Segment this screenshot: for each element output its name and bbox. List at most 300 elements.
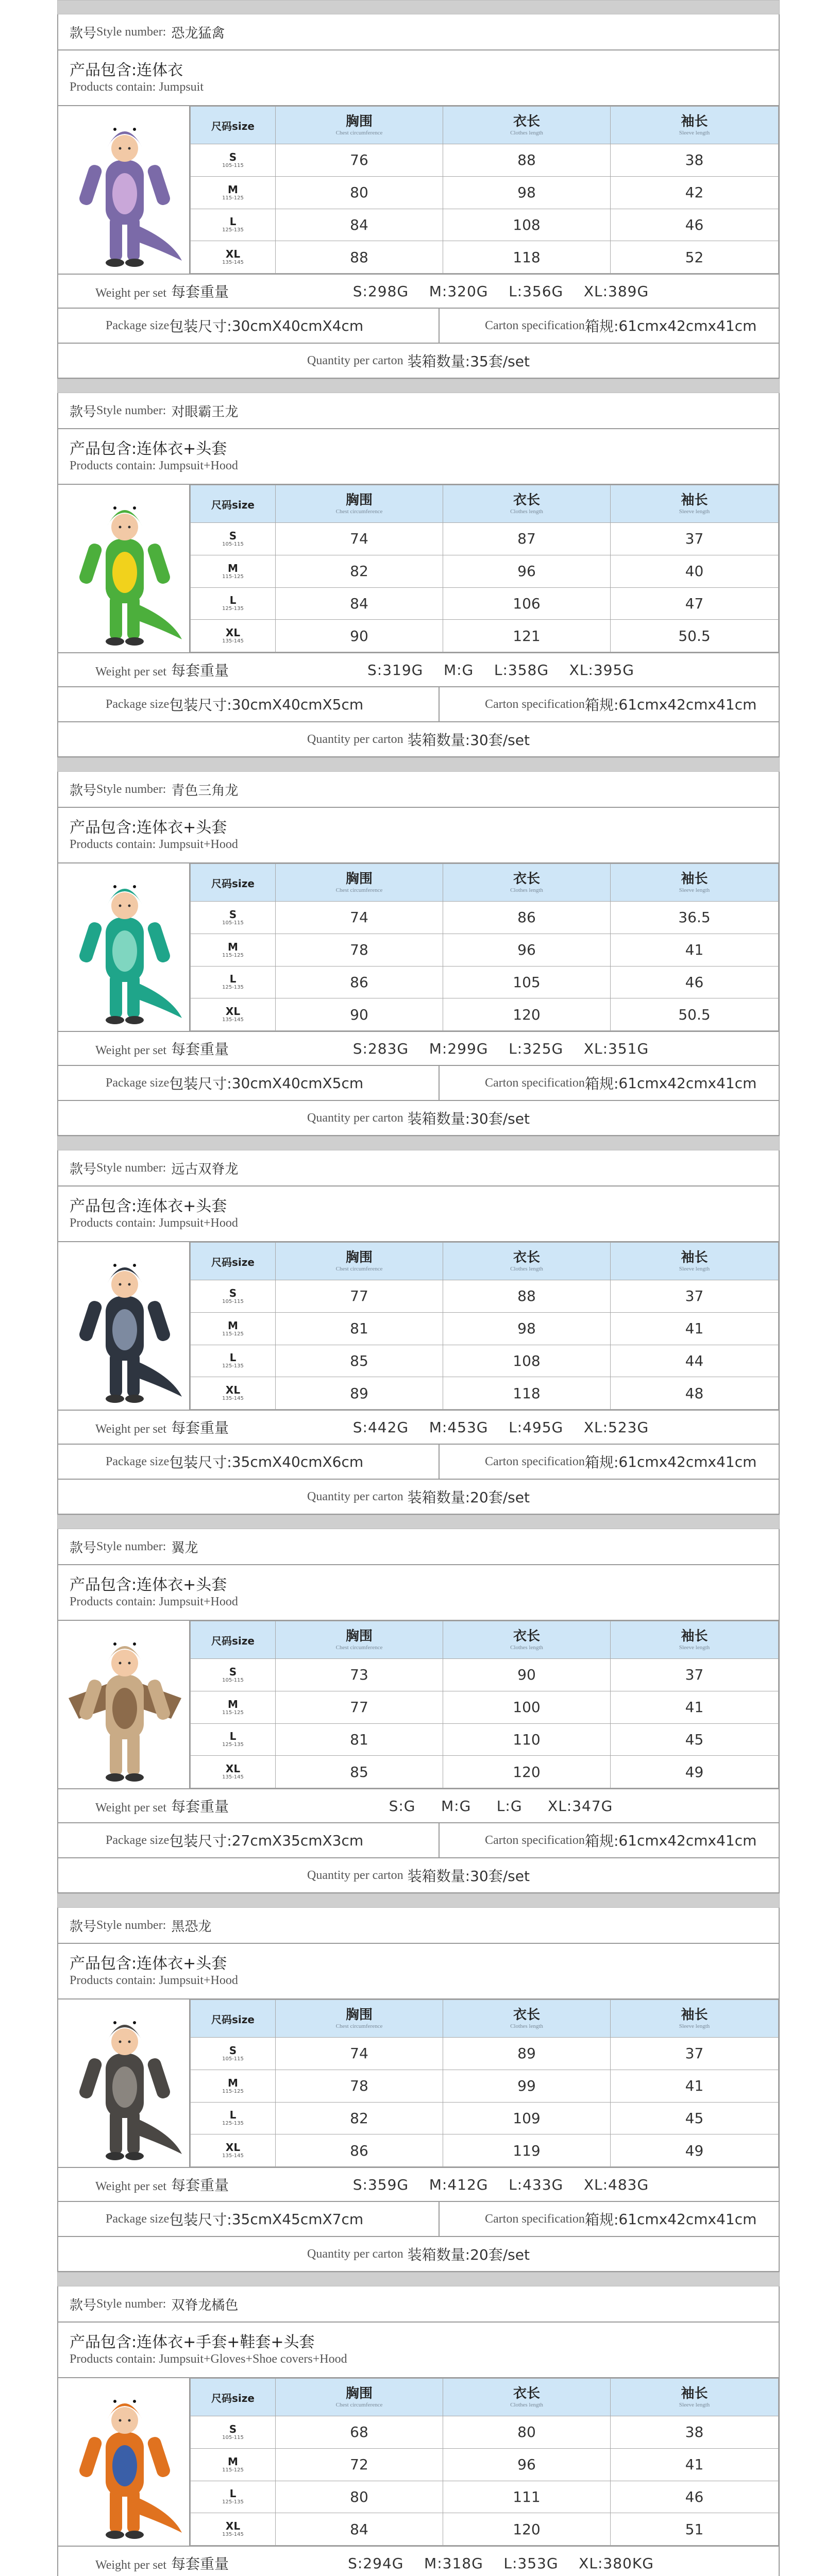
size-table-header bbox=[191, 107, 779, 144]
style-label-cn: 款号 bbox=[70, 783, 97, 799]
sleeve-header-cn: 袖长 bbox=[681, 2007, 708, 2023]
size-area bbox=[58, 1621, 779, 1789]
product-image bbox=[58, 1242, 190, 1410]
size-row bbox=[191, 2513, 779, 2546]
length-header bbox=[443, 2000, 611, 2038]
size-row bbox=[191, 2038, 779, 2070]
sleeve-header bbox=[611, 107, 779, 144]
size-height-range: 115-125 bbox=[222, 1331, 244, 1337]
weight-label-en: Weight per set bbox=[95, 2180, 167, 2193]
sleeve-value: 37 bbox=[611, 1659, 779, 1691]
product-image bbox=[58, 1621, 190, 1788]
chest-header-en: Chest circumference bbox=[335, 887, 383, 893]
weight-label bbox=[58, 281, 275, 301]
style-number-row bbox=[58, 1150, 779, 1187]
package-label-cn: 包装尺寸: bbox=[169, 1454, 232, 1471]
size-height-range: 105-115 bbox=[222, 162, 244, 168]
length-header-cn: 衣长 bbox=[513, 493, 540, 508]
style-label-en: Style number: bbox=[96, 1539, 166, 1553]
carton-spec bbox=[440, 1445, 779, 1479]
length-value: 86 bbox=[443, 902, 611, 934]
length-value: 120 bbox=[443, 2513, 611, 2546]
size-label-cell bbox=[191, 902, 276, 934]
chest-header-cn: 胸围 bbox=[345, 2007, 373, 2023]
product-contents-row bbox=[58, 50, 779, 106]
size-height-range: 125-135 bbox=[222, 1742, 244, 1748]
qty-label-cn: 装箱数量: bbox=[407, 1110, 470, 1127]
size-row bbox=[191, 934, 779, 966]
contents-en-label: Products contain: bbox=[70, 1216, 156, 1230]
weight-label bbox=[58, 1038, 275, 1059]
carton-label-en: Carton specification bbox=[485, 1833, 585, 1847]
size-label-cell bbox=[191, 1691, 276, 1723]
size-height-range: 105-115 bbox=[222, 1298, 244, 1304]
weight-label bbox=[58, 659, 275, 680]
weight-values: S:283G M:299G L:325G XL:351G bbox=[352, 1040, 649, 1057]
size-height-range: 115-125 bbox=[222, 195, 244, 201]
size-label: M bbox=[228, 183, 238, 196]
size-column-header: 尺码size bbox=[191, 1621, 276, 1659]
package-value: 35cmX40cmX6cm bbox=[231, 1453, 364, 1470]
chest-header-cn: 胸围 bbox=[345, 1250, 373, 1265]
size-label: L bbox=[229, 1730, 237, 1743]
weight-label bbox=[58, 1417, 275, 1437]
size-row bbox=[191, 2134, 779, 2167]
carton-label-cn: 箱规: bbox=[584, 318, 619, 335]
sleeve-value: 41 bbox=[611, 934, 779, 966]
style-label-en: Style number: bbox=[96, 1161, 166, 1175]
size-label: M bbox=[228, 2455, 238, 2468]
carton-label-en: Carton specification bbox=[485, 318, 585, 332]
size-height-range: 135-145 bbox=[222, 1017, 244, 1023]
length-header-cn: 衣长 bbox=[513, 1250, 540, 1265]
qty-value: 30套/set bbox=[470, 1110, 530, 1127]
size-column-header: 尺码size bbox=[191, 107, 276, 144]
size-row bbox=[191, 1345, 779, 1377]
size-row bbox=[191, 1312, 779, 1345]
contents-en: Jumpsuit bbox=[159, 80, 204, 94]
weight-label-cn: 每套重量 bbox=[171, 662, 229, 679]
contents-en-line bbox=[70, 2352, 779, 2366]
chest-header bbox=[276, 864, 443, 902]
size-label-cell bbox=[191, 620, 276, 652]
carton-label-cn: 箱规: bbox=[584, 1454, 619, 1471]
sleeve-header-en: Sleeve length bbox=[679, 509, 710, 515]
qty-label-en: Quantity per carton bbox=[307, 1111, 403, 1125]
size-height-range: 105-115 bbox=[222, 541, 244, 547]
contents-en-label: Products contain: bbox=[70, 1595, 156, 1608]
package-value: 30cmX40cmX4cm bbox=[231, 317, 364, 334]
length-header bbox=[443, 485, 611, 523]
size-height-range: 125-135 bbox=[222, 985, 244, 991]
package-label-cn: 包装尺寸: bbox=[169, 697, 232, 714]
length-header-cn: 衣长 bbox=[513, 114, 540, 129]
package-label-en: Package size bbox=[106, 1076, 170, 1090]
carton-label-cn: 箱规: bbox=[584, 1075, 619, 1092]
carton-label-cn: 箱规: bbox=[584, 2211, 619, 2228]
size-row bbox=[191, 1659, 779, 1691]
chest-header-cn: 胸围 bbox=[345, 114, 373, 129]
chest-value: 85 bbox=[276, 1756, 443, 1788]
weight-label-cn: 每套重量 bbox=[171, 283, 229, 300]
qty-label-en: Quantity per carton bbox=[307, 1868, 403, 1882]
product-block bbox=[57, 393, 780, 757]
size-height-range: 135-145 bbox=[222, 2153, 244, 2159]
carton-label-en: Carton specification bbox=[485, 2212, 585, 2226]
carton-label-cn: 箱规: bbox=[584, 1833, 619, 1850]
costume-photo bbox=[58, 2378, 190, 2546]
size-label-cell bbox=[191, 2134, 276, 2167]
size-height-range: 105-115 bbox=[222, 920, 244, 926]
sleeve-header bbox=[611, 2000, 779, 2038]
size-height-range: 105-115 bbox=[222, 2056, 244, 2062]
size-label-cell bbox=[191, 2070, 276, 2102]
size-label-cell bbox=[191, 2448, 276, 2481]
size-label: S bbox=[229, 1286, 237, 1299]
size-height-range: 135-145 bbox=[222, 260, 244, 266]
qty-label-en: Quantity per carton bbox=[307, 732, 403, 746]
weight-row bbox=[58, 1032, 779, 1066]
weight-row bbox=[58, 2168, 779, 2202]
carton-value: 61cmx42cmx41cm bbox=[618, 1453, 757, 1470]
length-header-en: Clothes length bbox=[510, 130, 543, 136]
carton-spec bbox=[440, 309, 779, 343]
package-size bbox=[58, 1823, 440, 1857]
weight-label-en: Weight per set bbox=[95, 1044, 167, 1057]
chest-value: 77 bbox=[276, 1691, 443, 1723]
size-height-range: 115-125 bbox=[222, 2088, 244, 2094]
length-header-en: Clothes length bbox=[510, 2023, 543, 2029]
chest-value: 76 bbox=[276, 144, 443, 177]
package-row bbox=[58, 1823, 779, 1858]
chest-header bbox=[276, 2000, 443, 2038]
product-name: 青色三角龙 bbox=[171, 783, 239, 799]
weight-label bbox=[58, 2553, 275, 2573]
product-block bbox=[57, 1908, 780, 2272]
sleeve-value: 49 bbox=[611, 2134, 779, 2167]
chest-header-cn: 胸围 bbox=[345, 1629, 373, 1644]
size-label-cell bbox=[191, 1345, 276, 1377]
chest-value: 82 bbox=[276, 2102, 443, 2134]
sleeve-header-en: Sleeve length bbox=[679, 887, 710, 893]
chest-header-en: Chest circumference bbox=[335, 1645, 383, 1651]
section-separator bbox=[57, 0, 780, 14]
contents-en: Jumpsuit+Gloves+Shoe covers+Hood bbox=[159, 2352, 347, 2366]
section-separator bbox=[57, 1515, 780, 1529]
length-value: 88 bbox=[443, 144, 611, 177]
size-label: XL bbox=[225, 2520, 241, 2533]
length-value: 120 bbox=[443, 1756, 611, 1788]
style-label-en: Style number: bbox=[96, 782, 166, 796]
size-row bbox=[191, 2102, 779, 2134]
size-table bbox=[190, 485, 779, 652]
product-image bbox=[58, 863, 190, 1031]
weight-row bbox=[58, 653, 779, 687]
size-label-cell bbox=[191, 1659, 276, 1691]
chest-header bbox=[276, 2379, 443, 2416]
style-label-cn: 款号 bbox=[70, 404, 97, 420]
qty-value: 20套/set bbox=[470, 2246, 530, 2263]
size-area bbox=[58, 106, 779, 275]
weight-label-cn: 每套重量 bbox=[171, 1041, 229, 1058]
product-contents-row bbox=[58, 1944, 779, 1999]
size-table bbox=[190, 2378, 779, 2546]
size-label-cell bbox=[191, 2102, 276, 2134]
size-area bbox=[58, 485, 779, 653]
quantity-row bbox=[58, 1858, 779, 1893]
length-header bbox=[443, 2379, 611, 2416]
carton-spec bbox=[440, 1066, 779, 1100]
sleeve-header bbox=[611, 1621, 779, 1659]
size-label: S bbox=[229, 2422, 237, 2435]
sleeve-header-en: Sleeve length bbox=[679, 2023, 710, 2029]
chest-value: 74 bbox=[276, 902, 443, 934]
product-block bbox=[57, 1150, 780, 1515]
carton-value: 61cmx42cmx41cm bbox=[618, 1074, 757, 1092]
chest-value: 81 bbox=[276, 1723, 443, 1756]
chest-value: 68 bbox=[276, 2416, 443, 2449]
product-name: 远古双脊龙 bbox=[171, 1161, 239, 1177]
size-label: S bbox=[229, 2044, 237, 2057]
size-label: L bbox=[229, 1351, 237, 1364]
contents-en: Jumpsuit+Hood bbox=[159, 459, 238, 472]
style-number-row bbox=[58, 1908, 779, 1944]
length-value: 100 bbox=[443, 1691, 611, 1723]
sleeve-value: 50.5 bbox=[611, 998, 779, 1031]
sleeve-value: 45 bbox=[611, 2102, 779, 2134]
length-value: 106 bbox=[443, 587, 611, 620]
sleeve-header-cn: 袖长 bbox=[681, 1250, 708, 1265]
quantity-row bbox=[58, 344, 779, 379]
package-label-cn: 包装尺寸: bbox=[169, 1075, 232, 1092]
size-row bbox=[191, 144, 779, 177]
section-separator bbox=[57, 2272, 780, 2286]
size-label-cell bbox=[191, 2038, 276, 2070]
product-contents-row bbox=[58, 1565, 779, 1621]
contents-en: Jumpsuit+Hood bbox=[159, 1595, 238, 1608]
length-value: 98 bbox=[443, 176, 611, 209]
chest-value: 86 bbox=[276, 966, 443, 998]
weight-label-cn: 每套重量 bbox=[171, 2177, 229, 2194]
costume-photo bbox=[58, 106, 190, 274]
contents-cn: 产品包含:连体衣+头套 bbox=[70, 1955, 227, 1973]
weight-label bbox=[58, 1795, 275, 1816]
carton-value: 61cmx42cmx41cm bbox=[618, 1832, 757, 1849]
style-label-en: Style number: bbox=[96, 1918, 166, 1932]
sleeve-header-en: Sleeve length bbox=[679, 130, 710, 136]
carton-label-en: Carton specification bbox=[485, 1076, 585, 1090]
chest-value: 77 bbox=[276, 1280, 443, 1313]
package-value: 27cmX35cmX3cm bbox=[231, 1832, 364, 1849]
weight-label-cn: 每套重量 bbox=[171, 1419, 229, 1436]
package-row bbox=[58, 1066, 779, 1101]
length-value: 98 bbox=[443, 1312, 611, 1345]
sleeve-header-cn: 袖长 bbox=[681, 871, 708, 887]
size-label-cell bbox=[191, 2481, 276, 2513]
chest-value: 88 bbox=[276, 241, 443, 274]
size-table-header bbox=[191, 2379, 779, 2416]
chest-value: 80 bbox=[276, 176, 443, 209]
sleeve-value: 44 bbox=[611, 1345, 779, 1377]
weight-row bbox=[58, 275, 779, 309]
weight-values: S:294G M:318G L:353G XL:380KG bbox=[348, 2554, 654, 2572]
size-row bbox=[191, 555, 779, 587]
sleeve-value: 50.5 bbox=[611, 620, 779, 652]
size-label-cell bbox=[191, 241, 276, 274]
size-row bbox=[191, 2481, 779, 2513]
length-header-en: Clothes length bbox=[510, 1645, 543, 1651]
style-label-cn: 款号 bbox=[70, 1540, 97, 1556]
size-label-cell bbox=[191, 2416, 276, 2449]
size-row bbox=[191, 902, 779, 934]
qty-value: 35套/set bbox=[470, 353, 530, 370]
sleeve-header-en: Sleeve length bbox=[679, 1266, 710, 1272]
sleeve-value: 46 bbox=[611, 209, 779, 241]
size-label: L bbox=[229, 2109, 237, 2122]
length-value: 118 bbox=[443, 241, 611, 274]
contents-cn: 产品包含:连体衣 bbox=[70, 61, 183, 79]
qty-label-cn: 装箱数量: bbox=[407, 1489, 470, 1506]
length-value: 96 bbox=[443, 2448, 611, 2481]
chest-value: 74 bbox=[276, 2038, 443, 2070]
style-label-en: Style number: bbox=[96, 2297, 166, 2311]
size-row bbox=[191, 523, 779, 555]
length-value: 99 bbox=[443, 2070, 611, 2102]
product-contents-row bbox=[58, 2323, 779, 2378]
size-height-range: 125-135 bbox=[222, 2499, 244, 2505]
chest-value: 74 bbox=[276, 523, 443, 555]
chest-header bbox=[276, 485, 443, 523]
chest-header-en: Chest circumference bbox=[335, 2023, 383, 2029]
qty-label-en: Quantity per carton bbox=[307, 1489, 403, 1503]
contents-cn: 产品包含:连体衣+头套 bbox=[70, 1576, 227, 1594]
weight-values: S:359G M:412G L:433G XL:483G bbox=[352, 2176, 649, 2193]
style-label-cn: 款号 bbox=[70, 25, 97, 41]
size-label: S bbox=[229, 908, 237, 921]
size-label: M bbox=[228, 1698, 238, 1710]
product-image bbox=[58, 485, 190, 652]
length-header bbox=[443, 864, 611, 902]
size-height-range: 135-145 bbox=[222, 1774, 244, 1781]
size-height-range: 105-115 bbox=[222, 2434, 244, 2441]
contents-cn: 产品包含:连体衣+头套 bbox=[70, 1197, 227, 1215]
weight-values: S:G M:G L:G XL:347G bbox=[389, 1797, 613, 1815]
weight-values: S:319G M:G L:358G XL:395G bbox=[367, 661, 634, 679]
quantity-row bbox=[58, 2237, 779, 2272]
chest-value: 84 bbox=[276, 2513, 443, 2546]
sleeve-value: 49 bbox=[611, 1756, 779, 1788]
size-row bbox=[191, 176, 779, 209]
costume-photo bbox=[58, 485, 190, 652]
sleeve-header-en: Sleeve length bbox=[679, 1645, 710, 1651]
size-label: S bbox=[229, 150, 237, 163]
carton-value: 61cmx42cmx41cm bbox=[618, 696, 757, 713]
product-name: 黑恐龙 bbox=[171, 1919, 212, 1935]
weight-label-en: Weight per set bbox=[95, 286, 167, 300]
size-row bbox=[191, 209, 779, 241]
sleeve-header-en: Sleeve length bbox=[679, 2402, 710, 2408]
size-label-cell bbox=[191, 587, 276, 620]
length-value: 111 bbox=[443, 2481, 611, 2513]
size-row bbox=[191, 2416, 779, 2449]
sleeve-value: 46 bbox=[611, 2481, 779, 2513]
length-value: 120 bbox=[443, 998, 611, 1031]
sleeve-value: 37 bbox=[611, 1280, 779, 1313]
weight-label-en: Weight per set bbox=[95, 1422, 167, 1436]
qty-label-cn: 装箱数量: bbox=[407, 732, 470, 749]
size-label: XL bbox=[225, 1384, 241, 1397]
sleeve-value: 40 bbox=[611, 555, 779, 587]
size-label-cell bbox=[191, 1756, 276, 1788]
size-label-cell bbox=[191, 144, 276, 177]
chest-value: 78 bbox=[276, 934, 443, 966]
costume-photo bbox=[58, 863, 190, 1031]
size-height-range: 105-115 bbox=[222, 1677, 244, 1683]
product-block bbox=[57, 1529, 780, 1893]
contents-en-label: Products contain: bbox=[70, 459, 156, 472]
costume-photo bbox=[58, 1621, 190, 1788]
length-value: 108 bbox=[443, 1345, 611, 1377]
size-label-cell bbox=[191, 1312, 276, 1345]
contents-en: Jumpsuit+Hood bbox=[159, 838, 238, 851]
carton-label-en: Carton specification bbox=[485, 697, 585, 711]
size-row bbox=[191, 2070, 779, 2102]
length-value: 87 bbox=[443, 523, 611, 555]
package-label-cn: 包装尺寸: bbox=[169, 318, 232, 335]
package-value: 30cmX40cmX5cm bbox=[231, 1074, 364, 1092]
size-label-cell bbox=[191, 1280, 276, 1313]
size-row bbox=[191, 1377, 779, 1410]
qty-label-cn: 装箱数量: bbox=[407, 2246, 470, 2263]
size-column-header: 尺码size bbox=[191, 864, 276, 902]
costume-photo bbox=[58, 1999, 190, 2167]
chest-header-en: Chest circumference bbox=[335, 130, 383, 136]
sleeve-value: 41 bbox=[611, 1312, 779, 1345]
chest-header-en: Chest circumference bbox=[335, 509, 383, 515]
size-label: L bbox=[229, 973, 237, 986]
size-table-header bbox=[191, 1243, 779, 1280]
length-header-cn: 衣长 bbox=[513, 871, 540, 887]
length-value: 80 bbox=[443, 2416, 611, 2449]
product-block bbox=[57, 14, 780, 379]
style-label-en: Style number: bbox=[96, 403, 166, 417]
size-column-header: 尺码size bbox=[191, 1243, 276, 1280]
carton-spec bbox=[440, 1823, 779, 1857]
chest-value: 72 bbox=[276, 2448, 443, 2481]
sleeve-value: 36.5 bbox=[611, 902, 779, 934]
size-column-header: 尺码size bbox=[191, 2379, 276, 2416]
size-height-range: 125-135 bbox=[222, 606, 244, 612]
sleeve-value: 48 bbox=[611, 1377, 779, 1410]
package-row bbox=[58, 687, 779, 722]
size-table bbox=[190, 1242, 779, 1410]
size-label-cell bbox=[191, 209, 276, 241]
package-label-en: Package size bbox=[106, 1454, 170, 1468]
package-label-cn: 包装尺寸: bbox=[169, 2211, 232, 2228]
carton-value: 61cmx42cmx41cm bbox=[618, 2210, 757, 2228]
style-number-row bbox=[58, 14, 779, 50]
contents-en-label: Products contain: bbox=[70, 838, 156, 851]
qty-label-cn: 装箱数量: bbox=[407, 1868, 470, 1885]
product-name: 恐龙猛禽 bbox=[171, 25, 225, 41]
contents-en: Jumpsuit+Hood bbox=[159, 1974, 238, 1987]
weight-label-cn: 每套重量 bbox=[171, 1798, 229, 1815]
quantity-row bbox=[58, 1480, 779, 1515]
contents-en-line bbox=[70, 1595, 779, 1609]
size-label: XL bbox=[225, 626, 241, 639]
section-separator bbox=[57, 1136, 780, 1150]
contents-en-label: Products contain: bbox=[70, 1974, 156, 1987]
